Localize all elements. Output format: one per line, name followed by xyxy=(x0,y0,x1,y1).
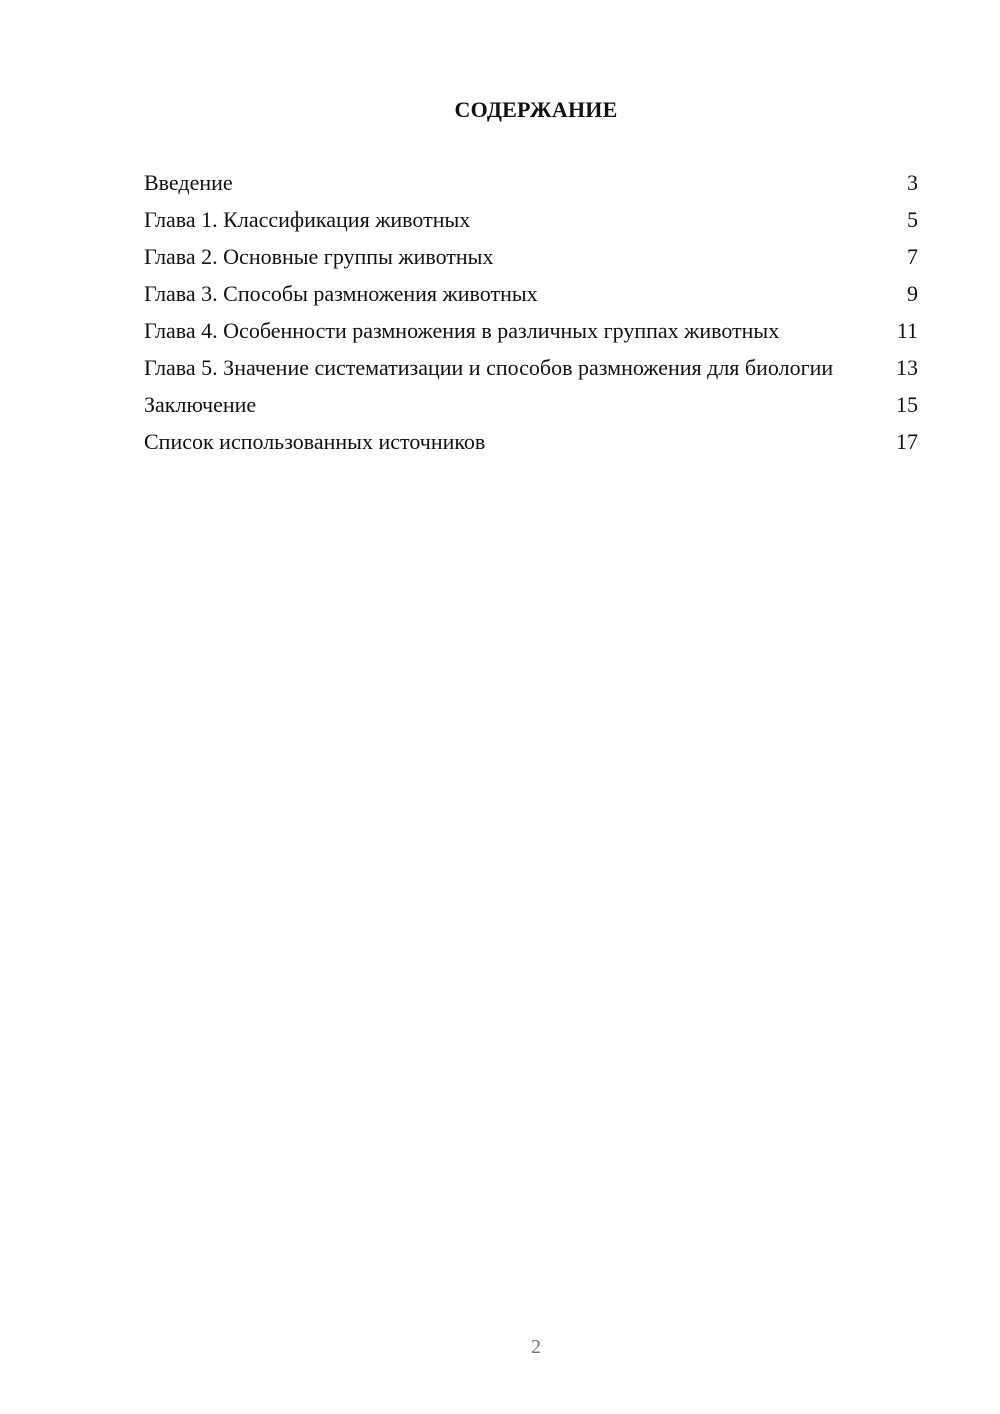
toc-entry-references[interactable] xyxy=(144,429,918,455)
toc-entry-page: 3 xyxy=(907,170,918,195)
page-title: СОДЕРЖАНИЕ xyxy=(454,97,618,122)
toc-entry-page: 15 xyxy=(896,392,918,417)
page-number: 2 xyxy=(531,1336,541,1358)
toc-entry-page: 5 xyxy=(907,207,918,232)
toc-entry-text: Заключение xyxy=(144,392,257,417)
toc-entry-text: Глава 5. Значение систематизации и способов размножения для биологии xyxy=(144,355,834,380)
toc-entry-page: 7 xyxy=(907,244,918,269)
toc-entry-text: Список использованных источников xyxy=(144,429,486,454)
toc-entry-text: Глава 4. Особенности размножения в различных группах животных xyxy=(144,318,780,343)
toc-entry-page: 9 xyxy=(907,281,918,306)
toc-entry-page: 11 xyxy=(896,318,918,343)
toc-entry-conclusion[interactable] xyxy=(144,392,918,418)
toc-entry-text: Глава 2. Основные группы животных xyxy=(144,244,494,269)
table-of-contents xyxy=(144,170,918,466)
toc-entry-chapter-5[interactable] xyxy=(144,355,918,381)
toc-entry-chapter-3[interactable] xyxy=(144,281,918,307)
toc-entry-chapter-1[interactable] xyxy=(144,207,918,233)
toc-entry-introduction[interactable] xyxy=(144,170,918,196)
toc-entry-text: Глава 3. Способы размножения животных xyxy=(144,281,538,306)
toc-entry-chapter-2[interactable] xyxy=(144,244,918,270)
toc-entry-page: 13 xyxy=(896,355,918,380)
toc-entry-chapter-4[interactable] xyxy=(144,318,918,344)
toc-entry-page: 17 xyxy=(896,429,918,454)
toc-entry-text: Введение xyxy=(144,170,233,195)
toc-entry-text: Глава 1. Классификация животных xyxy=(144,207,471,232)
